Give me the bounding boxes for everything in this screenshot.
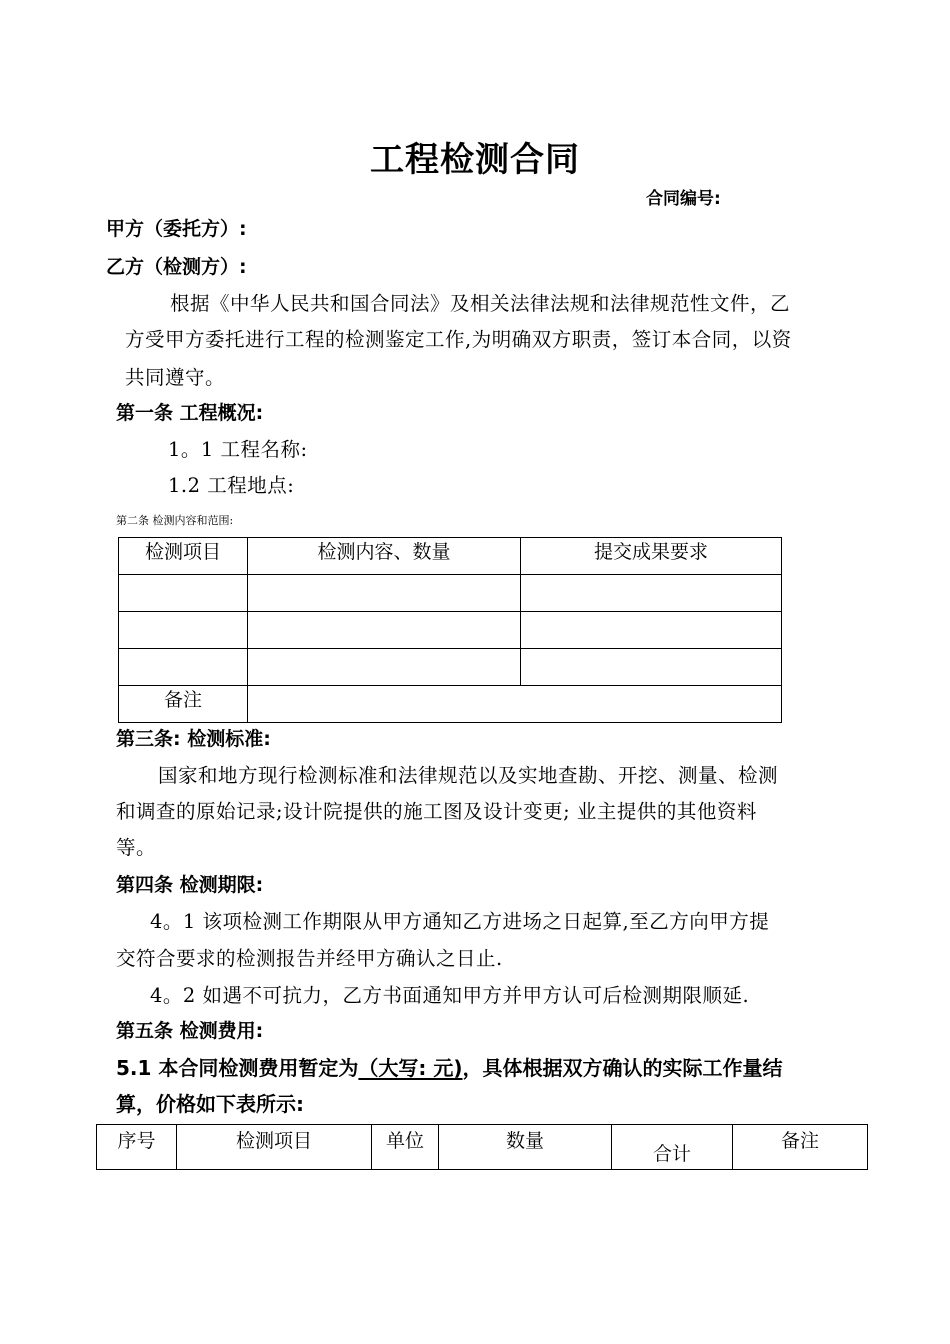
intro-line-3: 共同遵守。 <box>125 366 226 389</box>
article-4-line-2: 交符合要求的检测报告并经甲方确认之日止. <box>116 947 503 970</box>
intro-line-2: 方受甲方委托进行工程的检测鉴定工作,为明确双方职责，签订本合同，以资 <box>125 328 792 351</box>
header-cell: 检测内容、数量 <box>248 538 521 575</box>
remark-value <box>248 686 782 723</box>
article-1-item-2: 1.2 工程地点: <box>168 474 295 497</box>
table-row <box>119 612 782 649</box>
remark-row <box>119 686 782 723</box>
header-cell: 数量 <box>439 1125 612 1170</box>
header-cell: 序号 <box>97 1125 177 1170</box>
table-cell <box>248 649 521 686</box>
article-3-line-3: 等。 <box>116 836 157 859</box>
intro-line-1: 根据《中华人民共和国合同法》及相关法律法规和法律规范性文件，乙 <box>170 292 791 315</box>
article-4-heading: 第四条 检测期限: <box>116 874 264 896</box>
party-a-label: 甲方（委托方）: <box>106 218 247 240</box>
fee-amount-underlined: （大写: 元) <box>358 1056 463 1080</box>
fee-table <box>96 1124 868 1170</box>
table-cell <box>521 649 782 686</box>
article-1-heading: 第一条 工程概况: <box>116 402 264 424</box>
article-5-heading: 第五条 检测费用: <box>116 1020 264 1042</box>
table-header-row <box>97 1125 868 1170</box>
header-cell: 单位 <box>372 1125 439 1170</box>
header-cell: 检测项目 <box>119 538 248 575</box>
article-5-line-2: 算，价格如下表所示: <box>116 1092 304 1116</box>
table-cell <box>119 649 248 686</box>
table-cell <box>119 575 248 612</box>
article-3-line-2: 和调查的原始记录;设计院提供的施工图及设计变更; 业主提供的其他资料 <box>116 800 757 823</box>
header-cell: 提交成果要求 <box>521 538 782 575</box>
table-header-row <box>119 538 782 575</box>
table-cell <box>248 612 521 649</box>
inspection-scope-table <box>118 537 782 723</box>
table-cell <box>521 575 782 612</box>
article-4-line-3: 4。2 如遇不可抗力，乙方书面通知甲方并甲方认可后检测期限顺延. <box>150 984 750 1007</box>
article-5-line-1 <box>116 1052 783 1081</box>
article-1-item-1: 1。1 工程名称: <box>168 438 308 461</box>
table-cell <box>521 612 782 649</box>
header-cell: 检测项目 <box>177 1125 372 1170</box>
fee-text-post: ，具体根据双方确认的实际工作量结 <box>462 1056 783 1080</box>
header-cell: 合计 <box>612 1125 733 1170</box>
document-title: 工程检测合同 <box>370 140 580 180</box>
remark-label: 备注 <box>119 686 248 723</box>
fee-text-pre: 5.1 本合同检测费用暂定为 <box>116 1056 359 1080</box>
contract-number-label: 合同编号: <box>646 189 721 209</box>
article-3-line-1: 国家和地方现行检测标准和法律规范以及实地查勘、开挖、测量、检测 <box>158 764 779 787</box>
article-2-heading: 第二条 检测内容和范围: <box>116 514 234 527</box>
party-b-label: 乙方（检测方）: <box>106 256 247 278</box>
header-cell: 备注 <box>733 1125 868 1170</box>
article-3-heading: 第三条: 检测标准: <box>116 728 271 750</box>
article-4-line-1: 4。1 该项检测工作期限从甲方通知乙方进场之日起算,至乙方向甲方提 <box>150 910 770 933</box>
table-row <box>119 575 782 612</box>
table-cell <box>248 575 521 612</box>
table-cell <box>119 612 248 649</box>
table-row <box>119 649 782 686</box>
